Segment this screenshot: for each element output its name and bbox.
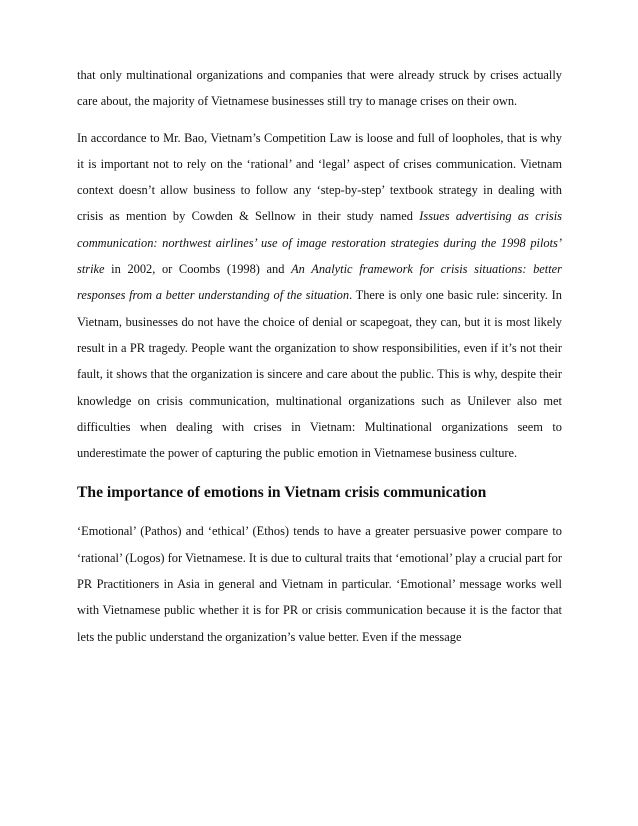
text-segment: in 2002, or Coombs (1998) and xyxy=(104,262,292,277)
text-segment: . There is only one basic rule: sincerity. In Vietnam, businesses do not have the choice of denial or scapegoat, they can, but it is most likely result in a PR tragedy. People want the organization to show responsibilities, even if it’s not their fault, it shows that the organization is sincere and care about the public. This is why, despite their knowledge on crisis communication, multinational organizations such as Unilever also met difficulties when dealing with crises in Vietnam: Multinational organizations seem to underestimate the power of capturing the public emotion in Vietnamese business culture. xyxy=(77,288,563,461)
paragraph-intro xyxy=(77,62,562,115)
text-segment: that only multinational organizations and companies that were already struck by crises actually care about, the majority of Vietnamese businesses still try to manage crises on their own. xyxy=(77,68,562,109)
text-segment: ‘Emotional’ (Pathos) and ‘ethical’ (Ethos) tends to have a greater persuasive power compare to ‘rational’ (Logos) for Vietnamese. It is due to cultural traits that ‘emotional’ play a crucial part for PR Practitioners in Asia in general and Vietnam in particular. ‘Emotional’ message works well with Vietnamese public whether it is for PR or crisis communication because it is the factor that lets the public understand the organization’s value better. Even if the message xyxy=(77,524,562,644)
italic-citation-title: An Analytic framework for crisis situations: better responses from a better understanding of the situation xyxy=(77,262,562,303)
paragraph-emotional-ethical xyxy=(77,518,562,649)
section-heading: The importance of emotions in Vietnam crisis communication xyxy=(77,484,487,502)
document-page xyxy=(77,62,562,650)
text-segment: In accordance to Mr. Bao, Vietnam’s Competition Law is loose and full of loopholes, that is why it is important not to rely on the ‘rational’ and ‘legal’ aspect of crises communication. Vietnam context doesn’t allow business to follow any ‘step-by-step’ textbook strategy in dealing with crisis as mention by Cowden & Sellnow in their study named xyxy=(77,130,562,224)
italic-citation-title: Issues advertising as crisis communication: northwest airlines’ use of image restoration strategies during the 1998 pilots’ strike xyxy=(77,209,562,277)
paragraph-competition-law xyxy=(77,125,562,467)
